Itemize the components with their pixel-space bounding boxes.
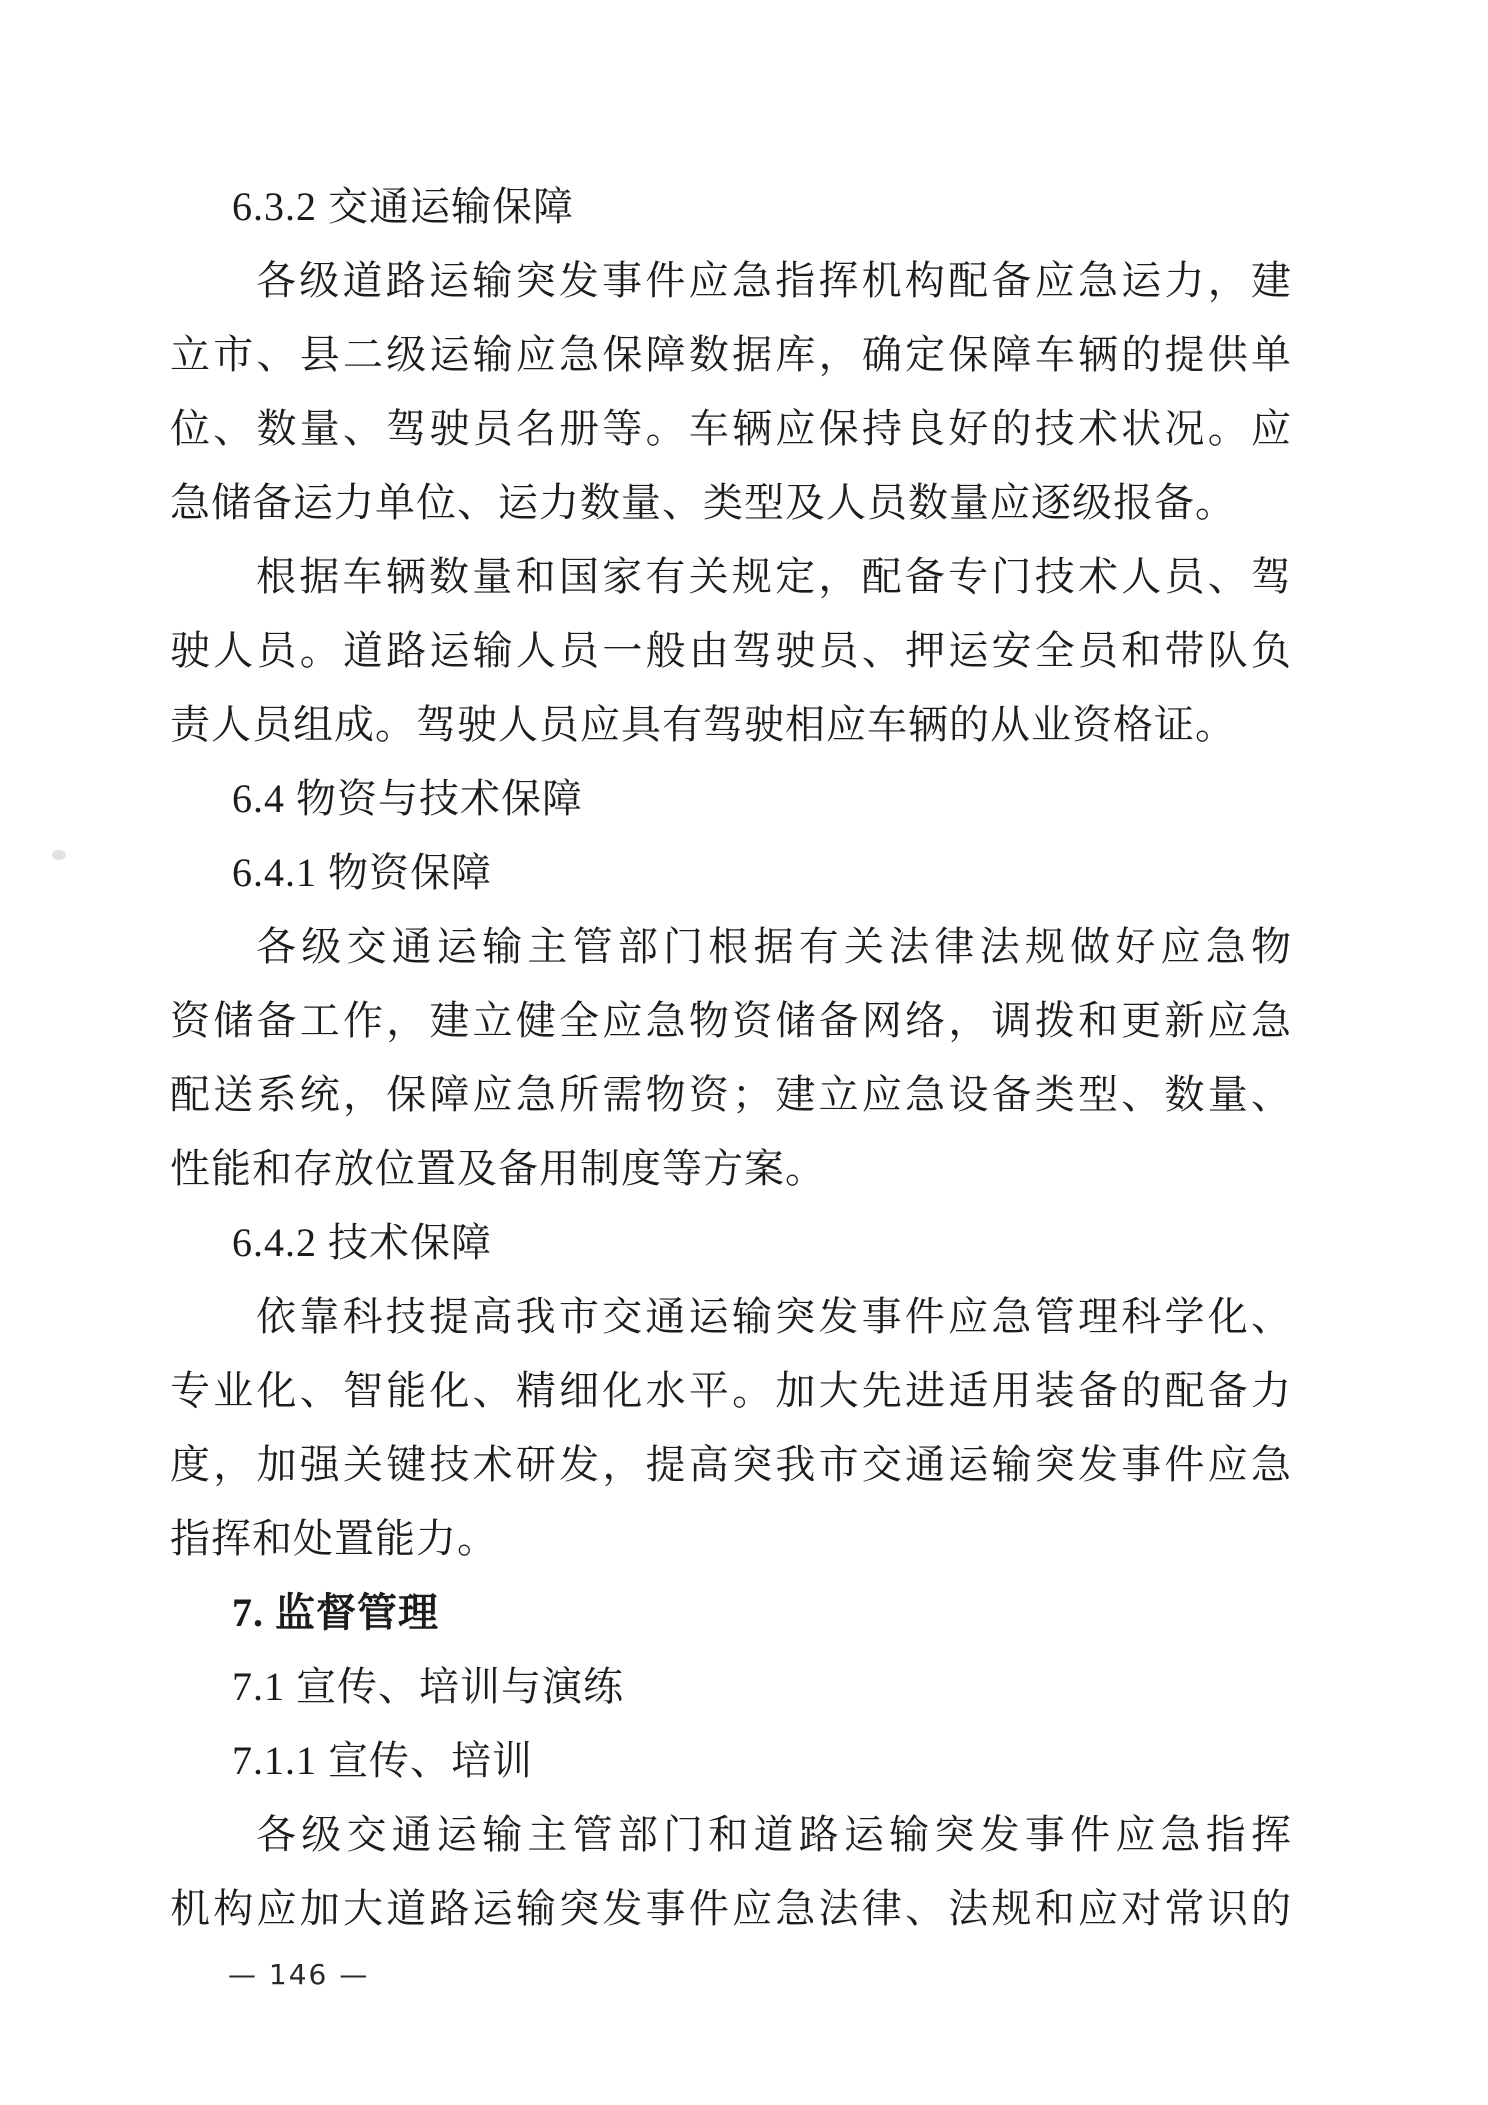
body-text-line: 根据车辆数量和国家有关规定，配备专门技术人员、驾 — [256, 554, 1292, 599]
section-heading: 7.1.1 宣传、培训 — [232, 1738, 533, 1783]
body-text-line: 责人员组成。驾驶人员应具有驾驶相应车辆的从业资格证。 — [170, 702, 1236, 747]
body-text-line: 专业化、智能化、精细化水平。加大先进适用装备的配备力 — [170, 1368, 1292, 1413]
body-text-line: 各级道路运输突发事件应急指挥机构配备应急运力，建 — [256, 258, 1292, 303]
body-text-line: 各级交通运输主管部门和道路运输突发事件应急指挥 — [256, 1812, 1292, 1857]
section-heading: 6.4.1 物资保障 — [232, 850, 492, 895]
body-text-line: 驶人员。道路运输人员一般由驾驶员、押运安全员和带队负 — [170, 628, 1292, 673]
page-number: — 146 — — [228, 1958, 370, 1991]
body-text-line: 急储备运力单位、运力数量、类型及人员数量应逐级报备。 — [170, 480, 1236, 525]
section-heading: 6.4 物资与技术保障 — [232, 776, 583, 821]
body-text-line: 指挥和处置能力。 — [170, 1516, 498, 1561]
body-text-line: 立市、县二级运输应急保障数据库，确定保障车辆的提供单 — [170, 332, 1292, 377]
scan-artifact — [52, 850, 66, 860]
body-text-line: 配送系统，保障应急所需物资；建立应急设备类型、数量、 — [170, 1072, 1292, 1117]
section-heading: 7.1 宣传、培训与演练 — [232, 1664, 624, 1709]
body-text-line: 各级交通运输主管部门根据有关法律法规做好应急物 — [256, 924, 1292, 969]
body-text-line: 位、数量、驾驶员名册等。车辆应保持良好的技术状况。应 — [170, 406, 1292, 451]
body-text-line: 依靠科技提高我市交通运输突发事件应急管理科学化、 — [256, 1294, 1292, 1339]
section-heading: 7. 监督管理 — [232, 1590, 439, 1635]
body-text-line: 度，加强关键技术研发，提高突我市交通运输突发事件应急 — [170, 1442, 1292, 1487]
section-heading: 6.3.2 交通运输保障 — [232, 184, 574, 229]
body-text-line: 机构应加大道路运输突发事件应急法律、法规和应对常识的 — [170, 1886, 1292, 1931]
section-heading: 6.4.2 技术保障 — [232, 1220, 492, 1265]
document-body — [170, 170, 1292, 1946]
body-text-line: 资储备工作，建立健全应急物资储备网络，调拨和更新应急 — [170, 998, 1292, 1043]
body-text-line: 性能和存放位置及备用制度等方案。 — [170, 1146, 826, 1191]
